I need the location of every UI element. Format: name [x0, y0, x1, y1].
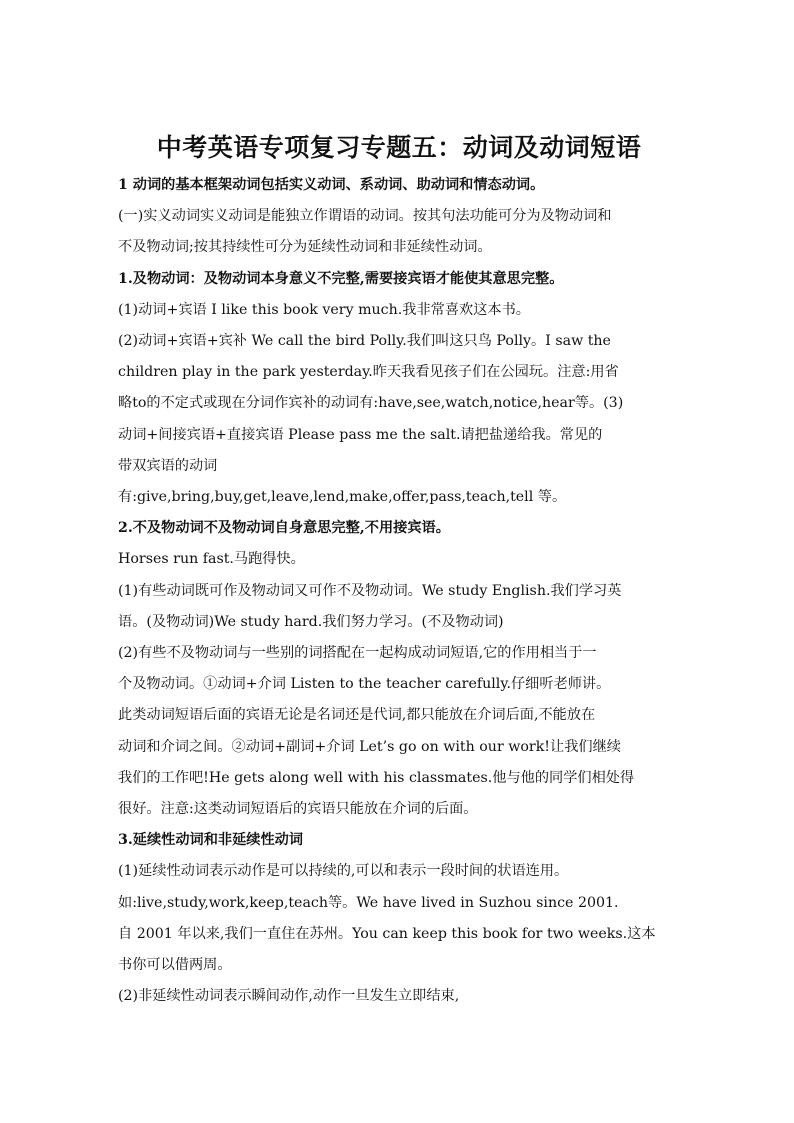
subheading-intransitive-verbs: 2.不及物动词不及物动词自身意思完整,不用接宾语。 — [118, 520, 450, 537]
paragraph-line: (2)有些不及物动词与一些别的词搭配在一起构成动词短语,它的作用相当于一 — [118, 645, 597, 662]
paragraph-line: 带双宾语的动词 — [118, 457, 218, 474]
subheading-durative-verbs: 3.延续性动词和非延续性动词 — [118, 832, 304, 849]
paragraph-line: (一)实义动词实义动词是能独立作谓语的动词。按其句法功能可分为及物动词和 — [118, 208, 612, 225]
section-heading-verb-framework: 1 动词的基本框架动词包括实义动词、系动词、助动词和情态动词。 — [118, 177, 545, 193]
paragraph-line: 略to的不定式或现在分词作宾补的动词有:have,see,watch,notice,hear等。(3) — [118, 395, 624, 412]
paragraph-line: (1)有些动词既可作及物动词又可作不及物动词。We study English.我们学习英 — [118, 582, 622, 599]
paragraph-line: 动词和介词之间。②动词+副词+介词 Let’s go on with our work!让我们继续 — [118, 738, 621, 755]
paragraph-line: 自 2001 年以来,我们一直住在苏州。You can keep this book for two weeks.这本 — [118, 925, 656, 942]
paragraph-line: 有:give,bring,buy,get,leave,lend,make,offer,pass,teach,tell 等。 — [118, 489, 567, 506]
paragraph-line: 此类动词短语后面的宾语无论是名词还是代词,都只能放在介词后面,不能放在 — [118, 707, 596, 724]
paragraph-line: 不及物动词;按其持续性可分为延续性动词和非延续性动词。 — [118, 239, 492, 256]
paragraph-line: 我们的工作吧!He gets along well with his classmates.他与他的同学们相处得 — [118, 769, 635, 786]
paragraph-line: 个及物动词。①动词+介词 Listen to the teacher carefully.仔细听老师讲。 — [118, 676, 611, 693]
paragraph-line: 动词+间接宾语+直接宾语 Please pass me the salt.请把盐递给我。常见的 — [118, 426, 603, 443]
document-page — [118, 130, 680, 1012]
paragraph-line: Horses run fast.马跑得快。 — [118, 551, 305, 568]
paragraph-line: 很好。注意:这类动词短语后的宾语只能放在介词的后面。 — [118, 801, 478, 818]
paragraph-line: (2)非延续性动词表示瞬间动作,动作一旦发生立即结束, — [118, 988, 460, 1005]
paragraph-line: (2)动词+宾语+宾补 We call the bird Polly.我们叫这只鸟 Polly。I saw the — [118, 333, 611, 350]
paragraph-line: 如:live,study,work,keep,teach等。We have lived in Suzhou since 2001. — [118, 894, 619, 911]
paragraph-line: 语。(及物动词)We study hard.我们努力学习。(不及物动词) — [118, 613, 504, 630]
subheading-transitive-verbs: 1.及物动词：及物动词本身意义不完整,需要接宾语才能使其意思完整。 — [118, 270, 564, 287]
paragraph-line: children play in the park yesterday.昨天我看见孩子们在公园玩。注意:用省 — [118, 364, 619, 381]
paragraph-line: 书你可以借两周。 — [118, 957, 232, 974]
paragraph-line: (1)延续性动词表示动作是可以持续的,可以和表示一段时间的状语连用。 — [118, 863, 569, 880]
paragraph-line: (1)动词+宾语 I like this book very much.我非常喜欢这本书。 — [118, 301, 530, 318]
document-title: 中考英语专项复习专题五：动词及动词短语 — [156, 133, 642, 162]
